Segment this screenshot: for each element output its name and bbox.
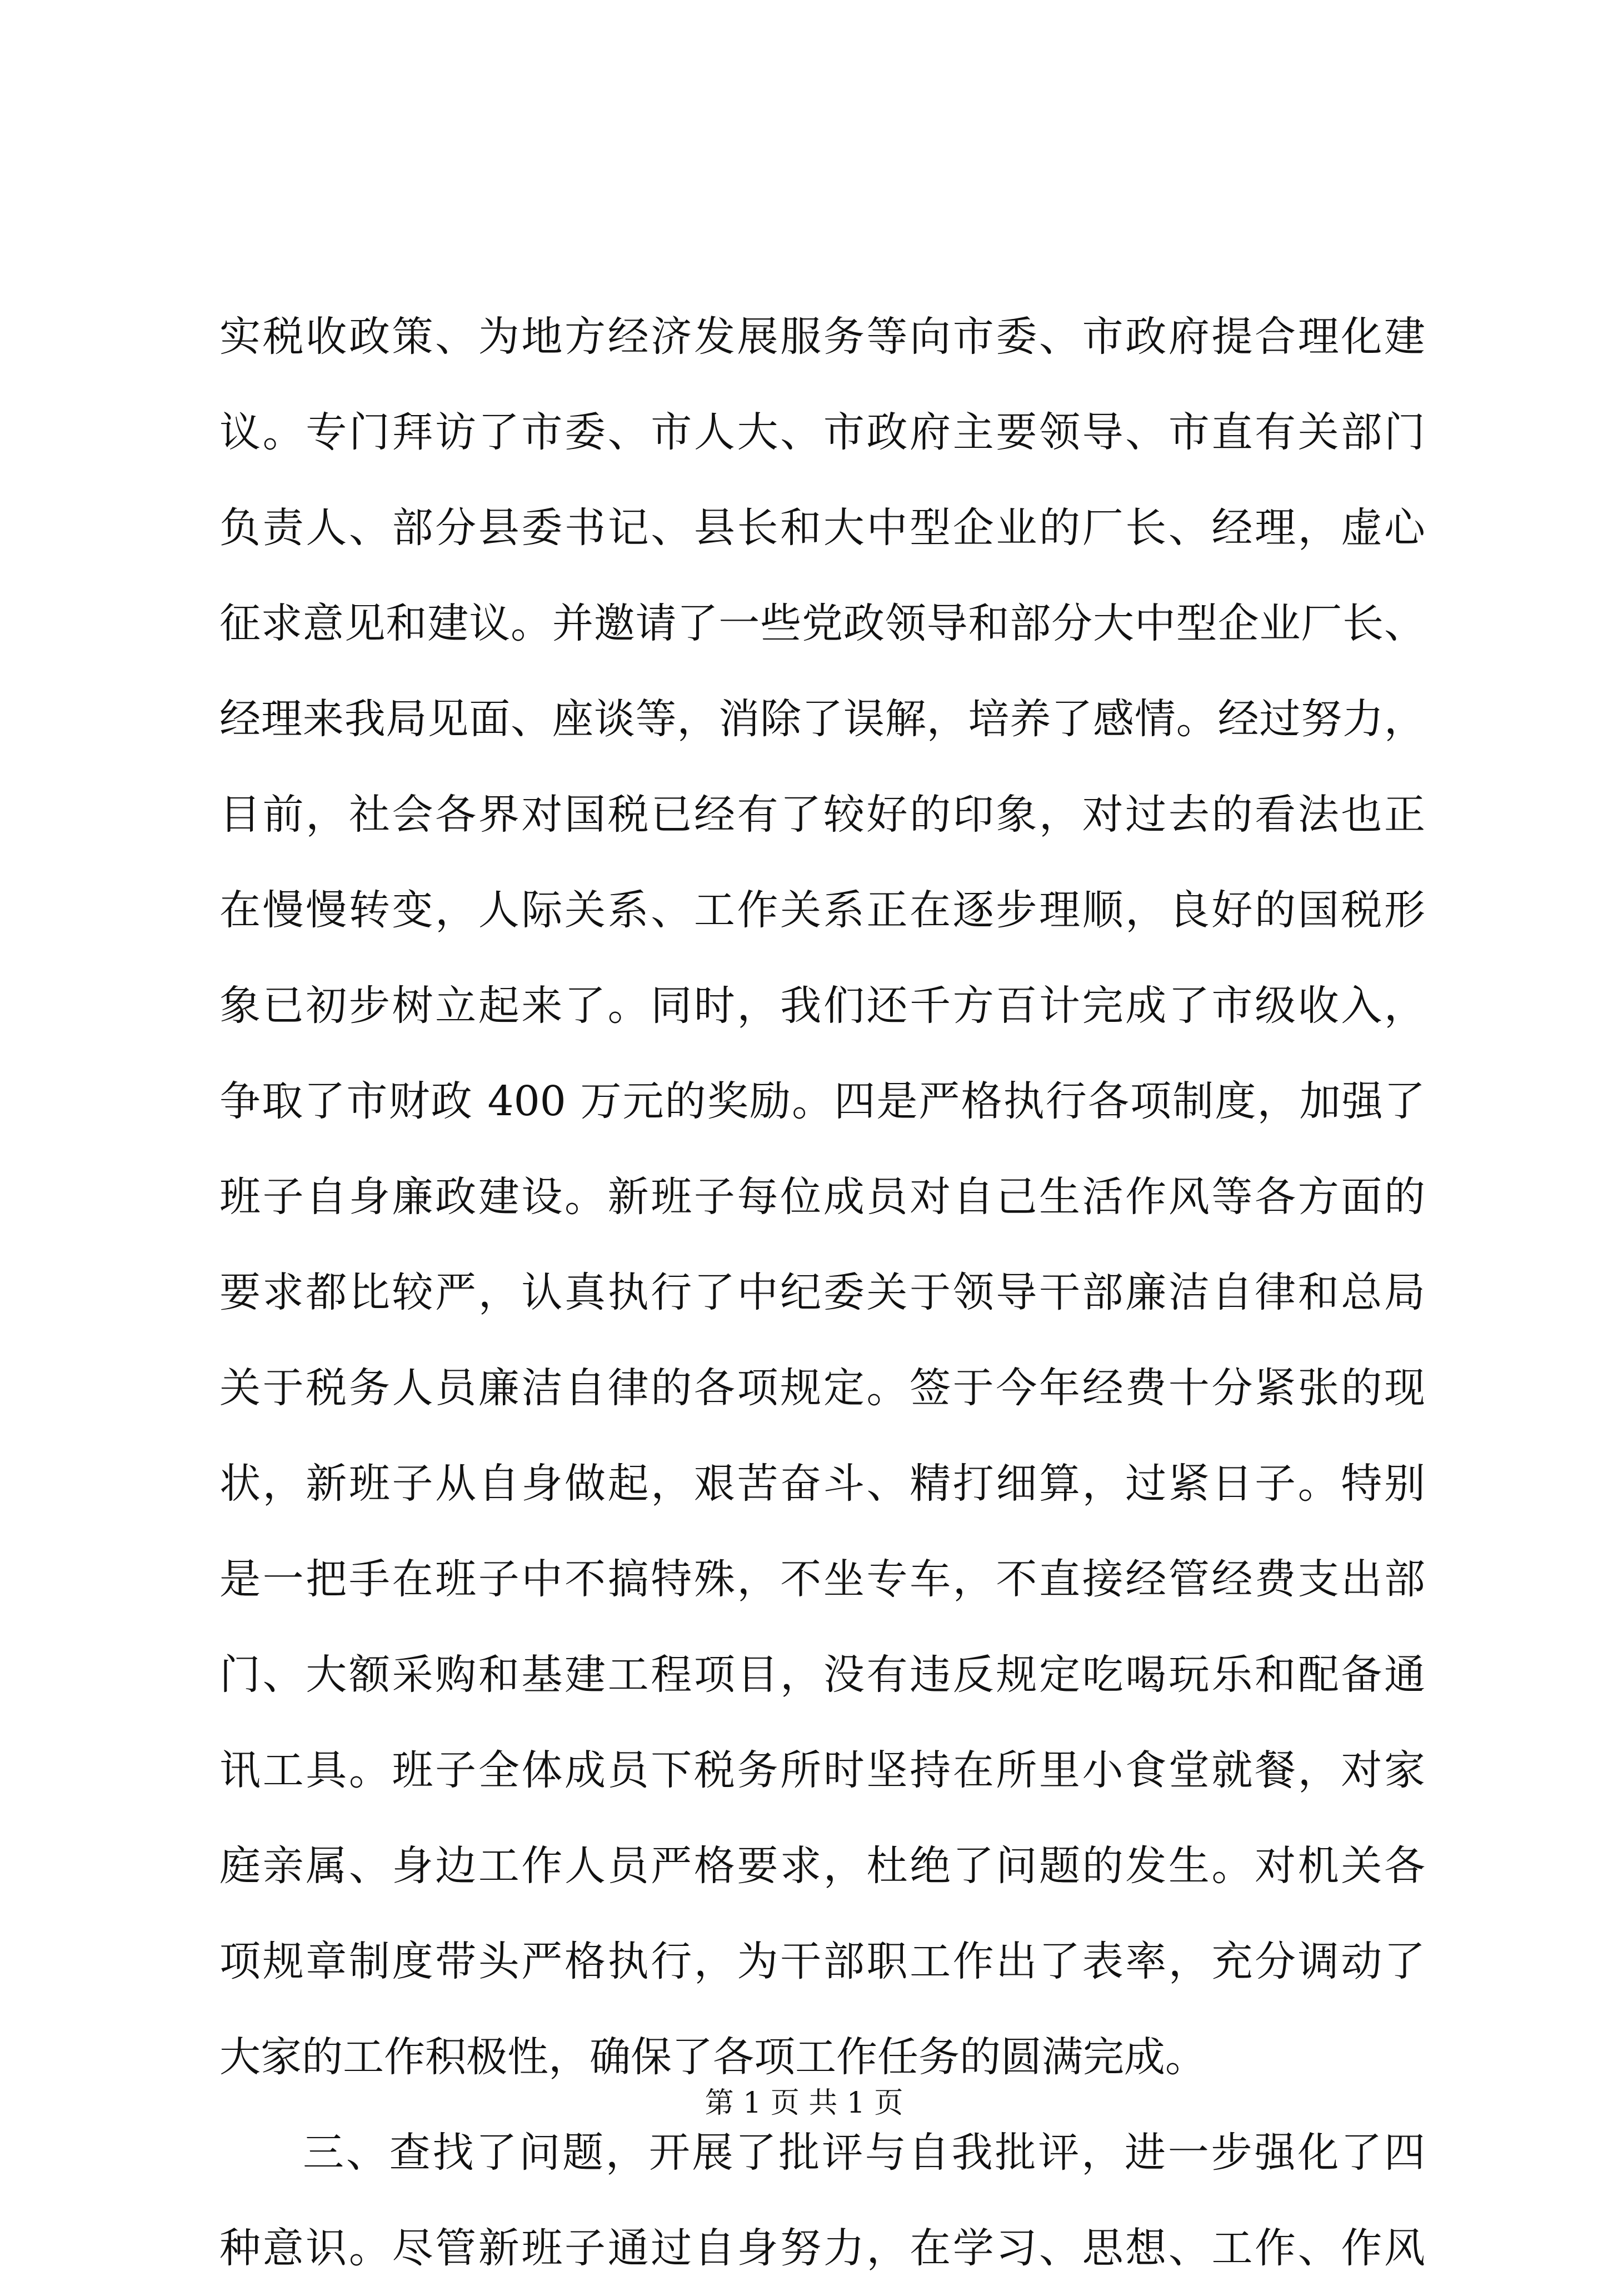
text-line: 种意识。尽管新班子通过自身努力，在学习、思想、工作、作风 bbox=[219, 2224, 1425, 2272]
document-body bbox=[219, 289, 1425, 2296]
text-line: 议。专门拜访了市委、市人大、市政府主要领导、市直有关部门 bbox=[219, 408, 1425, 456]
text-line: 状，新班子从自身做起，艰苦奋斗、精打细算，过紧日子。特别 bbox=[219, 1460, 1425, 1508]
text-line: 争取了市财政 400 万元的奖励。四是严格执行各项制度，加强了 bbox=[219, 1077, 1425, 1125]
text-line: 庭亲属、身边工作人员严格要求，杜绝了问题的发生。对机关各 bbox=[219, 1842, 1425, 1890]
text-line: 关于税务人员廉洁自律的各项规定。签于今年经费十分紧张的现 bbox=[219, 1364, 1425, 1412]
text-line: 征求意见和建议。并邀请了一些党政领导和部分大中型企业厂长、 bbox=[219, 600, 1425, 647]
text-line: 象已初步树立起来了。同时，我们还千方百计完成了市级收入， bbox=[219, 982, 1425, 1030]
text-line: 班子自身廉政建设。新班子每位成员对自己生活作风等各方面的 bbox=[219, 1173, 1425, 1221]
text-line: 经理来我局见面、座谈等，消除了误解，培养了感情。经过努力， bbox=[219, 695, 1425, 743]
text-line: 讯工具。班子全体成员下税务所时坚持在所里小食堂就餐，对家 bbox=[219, 1746, 1425, 1794]
text-line: 是一把手在班子中不搞特殊，不坐专车，不直接经管经费支出部 bbox=[219, 1555, 1425, 1603]
text-line: 负责人、部分县委书记、县长和大中型企业的厂长、经理，虚心 bbox=[219, 504, 1425, 552]
text-line: 实税收政策、为地方经济发展服务等向市委、市政府提合理化建 bbox=[219, 313, 1425, 361]
section-heading-line: 三、查找了问题，开展了批评与自我批评，进一步强化了四 bbox=[303, 2129, 1425, 2177]
text-line: 项规章制度带头严格执行，为干部职工作出了表率，充分调动了 bbox=[219, 1938, 1425, 1985]
text-line: 在慢慢转变，人际关系、工作关系正在逐步理顺，良好的国税形 bbox=[219, 886, 1425, 934]
text-line: 要求都比较严，认真执行了中纪委关于领导干部廉洁自律和总局 bbox=[219, 1269, 1425, 1316]
paragraph-last-line: 大家的工作积极性，确保了各项工作任务的圆满完成。 bbox=[219, 2033, 1206, 2081]
text-line: 目前，社会各界对国税已经有了较好的印象，对过去的看法也正 bbox=[219, 791, 1425, 838]
text-line: 门、大额采购和基建工程项目，没有违反规定吃喝玩乐和配备通 bbox=[219, 1651, 1425, 1699]
page-number-footer: 第 1 页 共 1 页 bbox=[705, 2087, 903, 2120]
